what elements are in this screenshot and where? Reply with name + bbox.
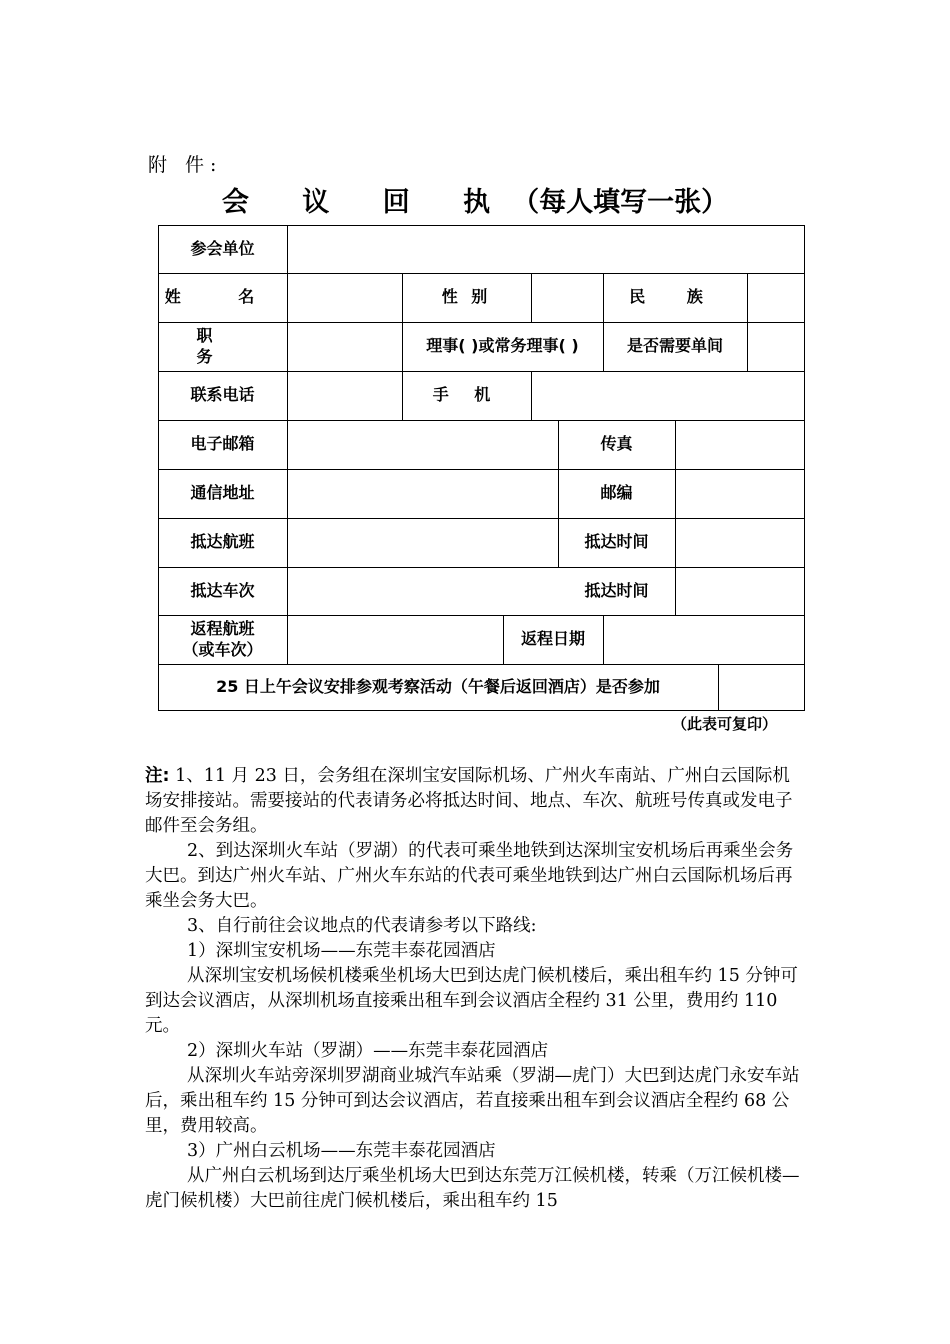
label-fax: 传真	[600, 434, 633, 454]
return-flight-line1: 返程航班	[190, 618, 255, 638]
label-position: 职 务	[196, 325, 249, 366]
label-role[interactable]: 理事( )或常务理事( )	[426, 336, 579, 356]
note-1-text: 1、11 月 23 日，会务组在深圳宝安国际机场、广州火车南站、广州白云国际机场安排接站。需要接站的代表请务必将抵达时间、地点、车次、航班号传真或发电子邮件至会务组。	[145, 766, 793, 836]
copy-note: （此表可复印）	[672, 715, 778, 733]
label-arrival-train: 抵达车次	[190, 580, 255, 600]
input-arrival-time-train[interactable]	[676, 568, 804, 615]
input-single-room[interactable]	[748, 323, 804, 371]
note-3: 3、自行前往会议地点的代表请参考以下路线:	[187, 916, 537, 936]
route-3-title: 3）广州白云机场——东莞丰泰花园酒店	[187, 1141, 496, 1161]
input-org[interactable]	[288, 226, 804, 273]
notes-section	[145, 764, 807, 1214]
label-org: 参会单位	[190, 238, 255, 258]
route-2-title: 2）深圳火车站（罗湖）——东莞丰泰花园酒店	[187, 1041, 549, 1061]
label-return-flight	[158, 615, 287, 664]
label-name: 姓 名	[164, 287, 281, 307]
notes-label: 注:	[145, 766, 170, 786]
label-email: 电子邮箱	[190, 434, 255, 454]
label-return-date: 返程日期	[520, 629, 585, 649]
title-sub: （每人填写一张）	[512, 187, 729, 218]
label-visit: 25 日上午会议安排参观考察活动（午餐后返回酒店）是否参加	[216, 677, 660, 697]
label-arrival-time-2: 抵达时间	[584, 580, 649, 600]
route-1-detail: 从深圳宝安机场候机楼乘坐机场大巴到达虎门候机楼后，乘出租车约 15 分钟可到达会议酒店，从深圳机场直接乘出租车到会议酒店全程约 31 公里，费用约 110 元。	[145, 966, 798, 1036]
page-title	[0, 180, 950, 219]
label-arrival-flight: 抵达航班	[190, 532, 255, 552]
label-mobile: 手 机	[432, 385, 501, 405]
return-flight-line2: （或车次）	[182, 639, 263, 659]
route-1-title: 1）深圳宝安机场——东莞丰泰花园酒店	[187, 941, 496, 961]
input-return-flight[interactable]	[288, 616, 503, 664]
note-2: 2、到达深圳火车站（罗湖）的代表可乘坐地铁到达深圳宝安机场后再乘坐会务大巴。到达广州火车站、广州火车东站的代表可乘坐地铁到达广州白云国际机场后再乘坐会务大巴。	[145, 841, 794, 911]
route-2-detail: 从深圳火车站旁深圳罗湖商业城汽车站乘（罗湖—虎门）大巴到达虎门永安车站后，乘出租车约 15 分钟可到达会议酒店，若直接乘出租车到会议酒店全程约 68 公里，费用较高。	[145, 1066, 800, 1136]
label-phone: 联系电话	[190, 385, 255, 405]
input-phone[interactable]	[288, 372, 402, 420]
title-main: 会 议 回 执	[221, 187, 513, 218]
label-gender: 性 别	[441, 287, 492, 307]
input-ethnic[interactable]	[748, 274, 804, 322]
input-return-date[interactable]	[604, 616, 804, 664]
label-postcode: 邮编	[600, 483, 633, 503]
input-arrival-time-flight[interactable]	[676, 519, 804, 567]
route-3-detail: 从广州白云机场到达厅乘坐机场大巴到达东莞万江候机楼，转乘（万江候机楼—虎门候机楼）大巴前往虎门候机楼后，乘出租车约 15	[145, 1166, 800, 1211]
input-postcode[interactable]	[676, 470, 804, 518]
input-name[interactable]	[288, 274, 402, 322]
label-ethnic: 民 族	[629, 287, 721, 307]
note-1	[145, 764, 807, 839]
label-single-room: 是否需要单间	[626, 336, 723, 356]
input-gender[interactable]	[532, 274, 603, 322]
input-mobile[interactable]	[532, 372, 804, 420]
reply-form-table	[158, 225, 805, 711]
attachment-label: 附 件:	[148, 154, 223, 176]
label-arrival-time: 抵达时间	[584, 532, 649, 552]
input-visit[interactable]	[719, 665, 804, 711]
input-fax[interactable]	[676, 421, 804, 469]
input-arrival-flight[interactable]	[288, 519, 558, 567]
input-address[interactable]	[288, 470, 558, 518]
input-email[interactable]	[288, 421, 558, 469]
input-position[interactable]	[288, 323, 402, 371]
label-address: 通信地址	[190, 483, 255, 503]
